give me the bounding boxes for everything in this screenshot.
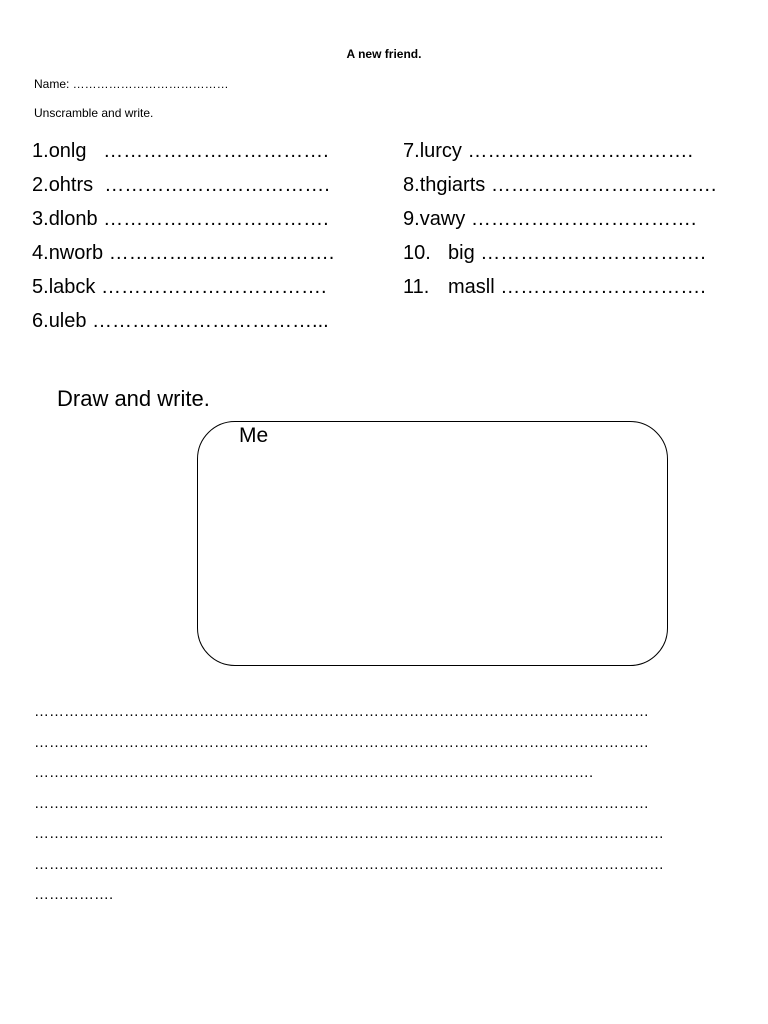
item-number: 10. [403, 242, 431, 264]
writing-line[interactable]: …………………………………………………………………………………………………………… [34, 733, 649, 751]
scrambled-word-item [32, 236, 334, 270]
scrambled-word: onlg [48, 140, 87, 162]
scrambled-word: uleb [48, 310, 87, 332]
writing-line[interactable]: ……………………………………………………………………………………………………………… [34, 855, 664, 873]
item-number: 9. [403, 208, 420, 230]
writing-line[interactable]: ……………………………………………………………………………………………………………… [34, 825, 664, 842]
item-number: 8. [403, 174, 420, 196]
drawing-box[interactable] [197, 421, 668, 666]
answer-blank: ……………………………. [103, 242, 335, 264]
answer-blank: ……………………………. [461, 140, 694, 162]
scrambled-word: dlonb [48, 208, 98, 230]
scrambled-word: masll [448, 276, 495, 298]
item-number: 7. [403, 140, 420, 162]
draw-and-write-heading: Draw and write. [57, 386, 210, 411]
scrambled-word-item [32, 168, 334, 202]
scrambled-word: lurcy [419, 140, 462, 162]
scrambled-word: nworb [48, 242, 104, 264]
item-number: 3. [32, 208, 49, 230]
scrambled-word: vawy [419, 208, 466, 230]
writing-line[interactable]: …………………………………………………………………………………………………………… [34, 794, 649, 812]
scrambled-word-list-left [32, 134, 334, 338]
scrambled-word-item [403, 134, 716, 168]
answer-blank: ……………………………. [97, 208, 329, 230]
scrambled-word-item [403, 202, 716, 236]
scrambled-word-item [32, 270, 334, 304]
answer-blank: ……………………………. [465, 208, 697, 230]
scrambled-word: thgiarts [419, 174, 486, 196]
drawing-box-label: Me [239, 424, 269, 447]
answer-blank: ……………………………. [86, 140, 329, 162]
name-field-line: Name: ………………………………… [34, 77, 229, 91]
scrambled-word: ohtrs [48, 174, 94, 196]
item-number: 11. [403, 276, 430, 298]
writing-line[interactable]: …………………………………………………………………………………………………………… [34, 703, 649, 720]
answer-blank: ……………………………. [93, 174, 330, 196]
writing-line[interactable]: ……………. [34, 886, 114, 903]
scrambled-word-item [403, 236, 716, 270]
answer-blank: …………………………. [494, 276, 706, 298]
scrambled-word-list-right [403, 134, 716, 304]
answer-blank: ……………………………... [86, 310, 329, 332]
item-number: 6. [32, 310, 49, 332]
scrambled-word-item [403, 270, 716, 304]
answer-blank: ……………………………. [485, 174, 717, 196]
scrambled-word-item [32, 134, 334, 168]
answer-blank: ……………………………. [474, 242, 706, 264]
unscramble-instruction: Unscramble and write. [34, 106, 154, 120]
answer-blank: ……………………………. [95, 276, 327, 298]
page-title: A new friend. [346, 47, 422, 61]
scrambled-word: big [448, 242, 475, 264]
item-number: 4. [32, 242, 49, 264]
scrambled-word-item [32, 304, 334, 338]
item-number: 5. [32, 276, 49, 298]
scrambled-word-item [403, 168, 716, 202]
scrambled-word: labck [48, 276, 96, 298]
writing-line[interactable]: …………………………………………………………………………………………………. [34, 764, 594, 781]
item-number: 2. [32, 174, 49, 196]
item-number: 1. [32, 140, 49, 162]
scrambled-word-item [32, 202, 334, 236]
writing-lines [34, 697, 664, 911]
